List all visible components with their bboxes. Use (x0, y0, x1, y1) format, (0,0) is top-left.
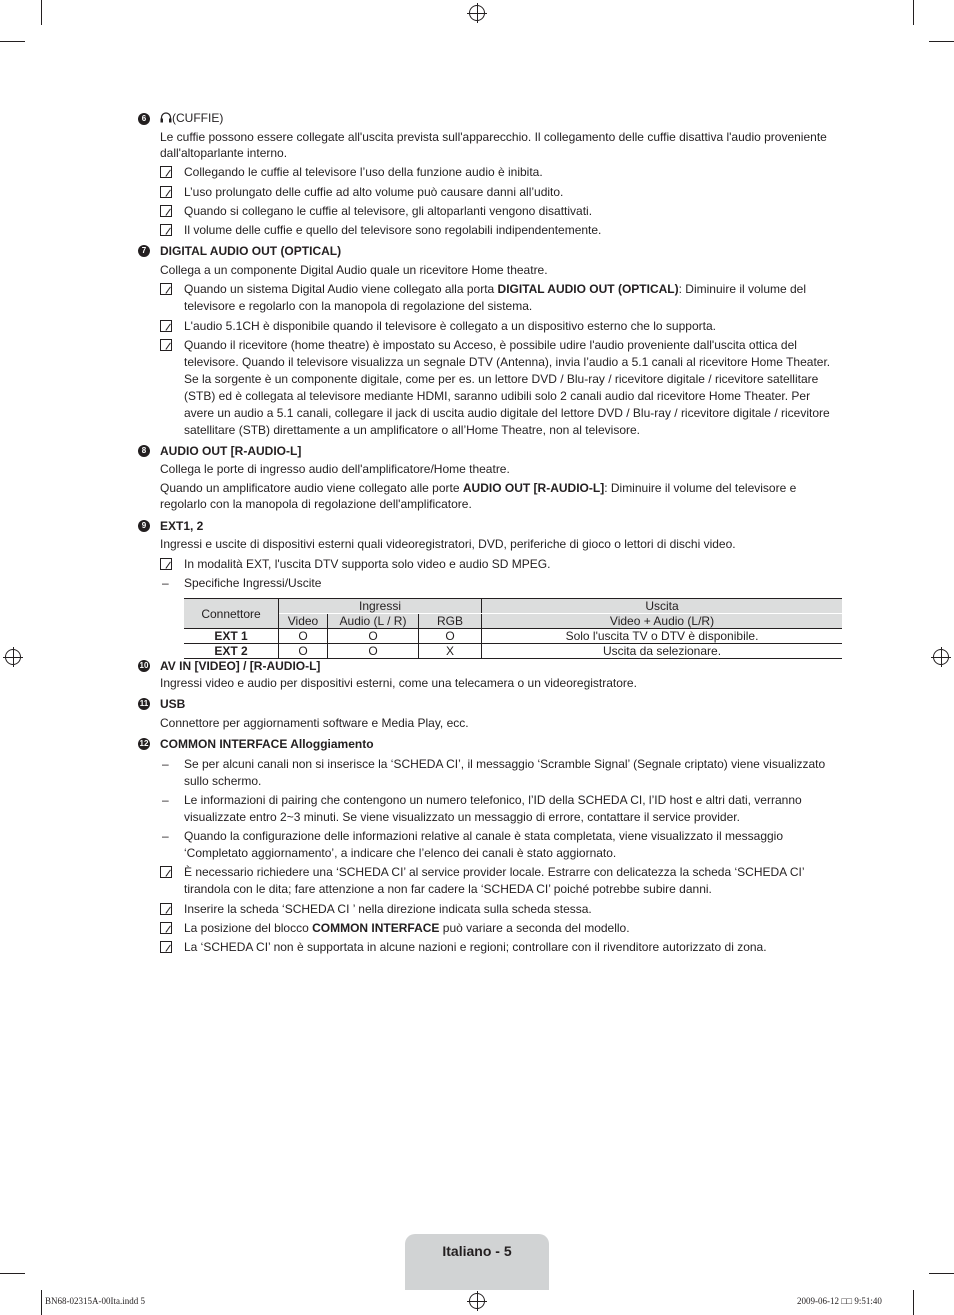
col-connettore: Connettore (184, 599, 279, 629)
table-row (184, 629, 842, 644)
note-icon (160, 866, 172, 878)
table-cell: Uscita da selezionare. (482, 644, 843, 659)
registration-mark-icon (5, 649, 21, 665)
section-title-12: COMMON INTERFACE Alloggiamento (160, 737, 374, 751)
registration-mark-icon (469, 5, 485, 21)
dash-bullet: – (162, 757, 169, 771)
note-icon (160, 205, 172, 217)
dash-bullet: – (162, 576, 169, 590)
note-text: televisore e regolarlo con la manopola di regolazione del sistema. (184, 299, 533, 313)
section-number-6: 6 (138, 113, 150, 125)
section-number-7: 7 (138, 245, 150, 257)
table-cell: EXT 2 (184, 644, 279, 659)
table-cell: Solo l'uscita TV o DTV è disponibile. (482, 629, 843, 644)
section-number-12: 12 (139, 739, 149, 748)
note-icon (160, 558, 172, 570)
section-number-11: 11 (139, 699, 149, 708)
section-title-9: EXT1, 2 (160, 519, 204, 533)
note-icon (160, 339, 172, 351)
col-video: Video (279, 614, 328, 629)
crop-mark (929, 41, 954, 42)
section-title-11: USB (160, 697, 186, 711)
col-uscita: Uscita (482, 599, 843, 614)
paragraph: Le cuffie possono essere collegate all'uscita prevista sull'apparecchio. Il collegamento delle cuffie disattiva l'audio proveniente (160, 130, 827, 144)
paragraph: Collega a un componente Digital Audio quale un ricevitore Home theatre. (160, 263, 548, 277)
note-text: Quando il ricevitore (home theatre) è impostato su Acceso, è possibile udire l'audio proveniente dall'uscita ottica del (184, 338, 797, 352)
print-slug-file: BN68-02315A-00Ita.indd 5 (45, 1296, 145, 1306)
dash-text: sullo schermo. (184, 774, 262, 788)
note-text: La posizione del blocco COMMON INTERFACE può variare a seconda del modello. (184, 921, 630, 935)
paragraph: dall'altoparlante interno. (160, 146, 288, 160)
col-ingressi: Ingressi (279, 599, 482, 614)
print-slug-date: 2009-06-12 □□ 9:51:40 (797, 1296, 882, 1306)
paragraph: Connettore per aggiornamenti software e Media Play, ecc. (160, 716, 469, 730)
note-icon (160, 320, 172, 332)
crop-mark (929, 1273, 954, 1274)
crop-mark (913, 0, 914, 25)
note-icon (160, 922, 172, 934)
paragraph: Ingressi e uscite di dispositivi esterni quali videoregistratori, DVD, periferiche di gioco o lettori di dischi video. (160, 537, 736, 551)
table-cell: O (419, 629, 482, 644)
dash-bullet: – (162, 793, 169, 807)
paragraph: Collega le porte di ingresso audio dell'amplificatore/Home theatre. (160, 462, 510, 476)
crop-mark (913, 1290, 914, 1315)
note-text: tirandola con le dita; fare attenzione a non far cadere la ‘SCHEDA CI’ poiché potrebbe subire danni. (184, 882, 712, 896)
section-title-8: AUDIO OUT [R-AUDIO-L] (160, 444, 302, 458)
section-number-9: 9 (138, 520, 150, 532)
note-icon (160, 903, 172, 915)
table-cell: O (279, 629, 328, 644)
note-icon (160, 166, 172, 178)
section-title-10: AV IN [VIDEO] / [R-AUDIO-L] (160, 659, 321, 673)
note-text: avere un audio a 5.1 canali, collegare il jack di uscita audio digitale del lettore DVD / Blu-ray / ricevitore digitale / ricevitore (184, 406, 830, 420)
note-text: Se la sorgente è un componente digitale, come per es. un lettore DVD / Blu-ray / ricevitore digitale / ricevitore satellitare (184, 372, 819, 386)
col-rgb: RGB (419, 614, 482, 629)
paragraph: regolarlo con la manopola di regolazione dell'amplificatore. (160, 497, 472, 511)
table-cell: O (279, 644, 328, 659)
ext-spec-table (184, 598, 842, 659)
col-audio: Audio (L / R) (328, 614, 419, 629)
note-text: In modalità EXT, l'uscita DTV supporta solo video e audio SD MPEG. (184, 557, 551, 571)
dash-text: ‘Completato aggiornamento’, a indicare che l’elenco dei canali è stato aggiornato. (184, 846, 617, 860)
note-text: L'audio 5.1CH è disponibile quando il televisore è collegato a un dispositivo esterno che lo supporta. (184, 319, 716, 333)
note-icon (160, 186, 172, 198)
crop-mark (41, 0, 42, 25)
section-number-10: 10 (139, 661, 149, 670)
table-cell: O (328, 629, 419, 644)
table-cell: O (328, 644, 419, 659)
dash-text: Se per alcuni canali non si inserisce la ‘SCHEDA CI’, il messaggio ‘Scramble Signal’ (Segnale criptato) viene visualizzato (184, 757, 826, 771)
note-icon (160, 941, 172, 953)
page-number: Italiano - 5 (442, 1243, 512, 1259)
section-number-8: 8 (138, 445, 150, 457)
note-icon (160, 283, 172, 295)
table-cell: EXT 1 (184, 629, 279, 644)
dash-text: Specifiche Ingressi/Uscite (184, 576, 322, 590)
paragraph: Ingressi video e audio per dispositivi esterni, come una telecamera o un videoregistratore. (160, 676, 637, 690)
section-title-7: DIGITAL AUDIO OUT (OPTICAL) (160, 244, 342, 258)
registration-mark-icon (469, 1293, 485, 1309)
note-text: L’uso prolungato delle cuffie ad alto volume può causare danni all’udito. (184, 185, 564, 199)
paragraph: Quando un amplificatore audio viene collegato alle porte AUDIO OUT [R-AUDIO-L]: Diminuire il volume del televisore e (160, 481, 797, 495)
note-icon (160, 224, 172, 236)
crop-mark (41, 1290, 42, 1315)
dash-text: Quando la configurazione delle informazioni relative al canale è stata completata, viene visualizzato il messaggio (184, 829, 784, 843)
note-text: (STB) ed è collegata al televisore mediante HDMI, saranno udibili solo 2 canali audio dal ricevitore Home Theater. Per (184, 389, 811, 403)
registration-mark-icon (933, 649, 949, 665)
note-text: satellitare (STB) direttamente a un amplificatore o all’Home Theatre, non al televisore. (184, 423, 640, 437)
note-text: televisore. Quando il televisore visualizza un segnale DTV (Antenna), invia l’audio a 5.1 canali al ricevitore Home Theater. (184, 355, 831, 369)
note-text: La ‘SCHEDA CI’ non è supportata in alcune nazioni e regioni; controllare con il rivenditore autorizzato di zona. (184, 940, 767, 954)
note-text: Il volume delle cuffie e quello del televisore sono regolabili indipendentemente. (184, 223, 602, 237)
headphones-icon (160, 111, 172, 122)
note-text: Quando un sistema Digital Audio viene collegato alla porta DIGITAL AUDIO OUT (OPTICAL): Diminuire il volume del (184, 282, 807, 296)
dash-bullet: – (162, 829, 169, 843)
note-text: Inserire la scheda ‘SCHEDA CI ’ nella direzione indicata sulla scheda stessa. (184, 902, 592, 916)
note-text: Quando si collegano le cuffie al televisore, gli altoparlanti vengono disattivati. (184, 204, 593, 218)
dash-text: visualizzate entro 2~3 minuti. Se viene visualizzato un messaggio di errore, contattare il service provider. (184, 810, 740, 824)
table-row (184, 644, 842, 659)
table-cell: X (419, 644, 482, 659)
dash-text: Le informazioni di pairing che contengono un numero telefonico, l’ID della SCHEDA CI, l’ID host e altri dati, verranno (184, 793, 802, 807)
crop-mark (0, 41, 25, 42)
col-out: Video + Audio (L/R) (482, 614, 843, 629)
note-text: Collegando le cuffie al televisore l’uso della funzione audio è inibita. (184, 165, 543, 179)
section-title-6: (CUFFIE) (160, 110, 223, 127)
crop-mark (0, 1273, 25, 1274)
note-text: È necessario richiedere una ‘SCHEDA CI’ al service provider locale. Estrarre con delicatezza la scheda ‘SCHEDA CI’ (184, 865, 805, 879)
